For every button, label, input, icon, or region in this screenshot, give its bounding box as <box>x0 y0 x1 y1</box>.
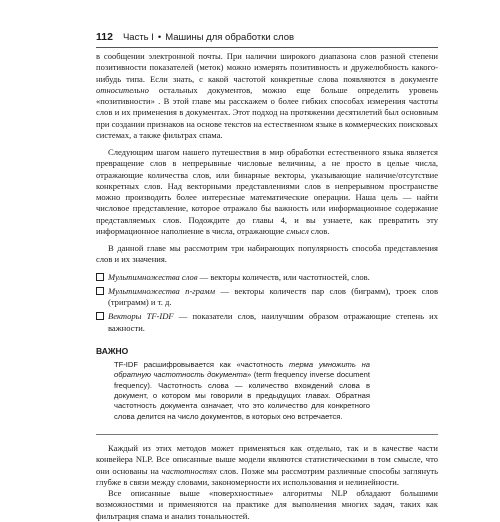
paragraph-2 <box>96 147 438 237</box>
list-item-term: Мультимножества n-грамм <box>108 285 216 296</box>
note-label: ВАЖНО <box>96 345 129 356</box>
paragraph-4-text-a: Каждый из этих методов может применяться как отдельно, так и в качестве части конвейера NLP. Все описанные выше модели являются статистическими в том смысле, что они основаны на <box>96 443 438 476</box>
list-item-text: — векторы количеств, или частотностей, слов. <box>197 271 370 282</box>
header-rule <box>96 47 438 48</box>
method-list <box>96 272 438 334</box>
paragraph-2-emphasis: смысл <box>286 225 309 236</box>
paragraph-4-emphasis: частотностях <box>161 465 217 476</box>
paragraph-5: Все описанные выше «поверхностные» алгоритмы NLP обладают большими возможностями и применяются на практике для выполнения многих задач, таких как фильтрация спама и анализ тональностей. <box>96 488 438 521</box>
paragraph-2-text-a: Следующим шагом нашего путешествия в мир обработки естественного языка является превращение слов в непрерывные числовые величины, а не просто в целые числа, отражающие количества слов, или бинарные векторы, указывающие наличие/отсутствие конкретных слов. Над векторными представлениями слов в непрерывном пространстве можно производить более интересные математические операции. Наша цель — найти числовое представление, которое отражало бы важность или информационное содержание представляемых слов. Подождите до главы 4, и вы узнаете, как превратить эту информационное наполнение в числа, отражающие <box>96 147 438 236</box>
note-text-a: TF-IDF расшифровывается как «частотность <box>114 359 289 369</box>
checkbox-bullet-icon <box>96 273 104 281</box>
list-item-text: — показатели слов, наилучшим образом отражающие степень их важности. <box>108 311 438 333</box>
list-item <box>96 311 438 334</box>
paragraph-1-text-b: остальных документов, можно еще больше определить уровень «позитивности» . В этой главе мы расскажем о более гибких способах измерения частоты слов и их применения в документах. Этот подход на протяжении десятилетий был основным при создании признаков на основе текстов на естественном языке в коммерческих поисковых системах, а также фильтрах спама. <box>96 84 438 140</box>
list-item <box>96 286 438 309</box>
part-label: Часть I <box>122 32 154 43</box>
paragraph-1-text-a: в сообщении электронной почты. При наличии широкого диапазона слов разной степени позитивности показателей (меток) можно измерять позитивность и дружелюбность какого-нибудь типа. Если знать, с какой частотой конкретные слова появляются в документе <box>96 51 438 84</box>
running-header <box>96 30 438 44</box>
chapter-title: Машины для обработки слов <box>165 32 295 43</box>
checkbox-bullet-icon <box>96 312 104 320</box>
paragraph-4-text-b: слов. Позже мы рассмотрим различные способы заглянуть глубже в связи между словами, закономерности их использования и нелинейности. <box>96 465 438 487</box>
list-item-text: — векторы количеств пар слов (биграмм), троек слов (триграмм) и т. д. <box>108 285 438 307</box>
paragraph-3: В данной главе мы рассмотрим три набирающих популярность способа представления слов и их значения. <box>96 243 438 265</box>
paragraph-2-text-b: слов. <box>308 225 330 236</box>
header-bullet: • <box>157 32 162 43</box>
checkbox-bullet-icon <box>96 287 104 295</box>
paragraph-4 <box>96 443 438 488</box>
note-body <box>114 360 370 422</box>
page-body <box>96 51 438 522</box>
list-item <box>96 272 438 283</box>
paragraph-1 <box>96 51 438 141</box>
list-item-term: Векторы TF-IDF <box>108 311 174 322</box>
page-number: 112 <box>96 31 113 43</box>
note-rule <box>96 434 438 435</box>
note-emphasis: терма умножить на обратную частотность документа <box>114 359 370 380</box>
list-item-term: Мультимножества слов <box>108 271 198 282</box>
note-text-b: » (term frequency inverse document frequency). Частотность слова — количество вхождений слова в документ, о котором мы говорили в предыдущих главах. Обратная частотность документа означает, что это количество для конкретного слова делится на число документов, в которых оно встречается. <box>114 370 370 421</box>
paragraph-1-emphasis: относительно <box>96 84 149 95</box>
